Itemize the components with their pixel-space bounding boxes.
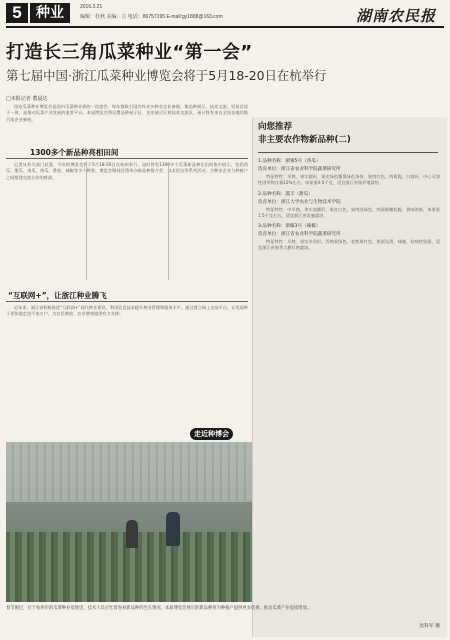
variety-entry: 选育单位：浙江大学农业与生物技术学院 [258, 199, 341, 205]
header-rule [6, 26, 444, 28]
page-header [0, 0, 450, 28]
section2-rule [6, 301, 248, 302]
greenhouse-roof [6, 442, 252, 502]
issue-date: 2016.3.21 [80, 4, 103, 10]
section2-text: 近年来，浙江省积极推进“互联网+”现代种业建设，利用信息技术提升种业管理和服务水平。通过建立网上交易平台，让优质种子更快地走进千家万户，为农民增收、农业增效提供有力支撑。 [6, 305, 248, 317]
lead-paragraph [6, 104, 248, 142]
section1-body [6, 162, 248, 282]
variety-entry: 3.品种名称：浙椒3号（辣椒） [258, 224, 321, 230]
section1-heading: 1300多个新品种亮相田间 [30, 148, 119, 157]
sidebar-title-line1: 向您推荐 [258, 122, 293, 132]
article-byline: □本报记者 董晨达 [6, 96, 48, 102]
article-headline: 打造长三角瓜菜种业“第一会” [6, 42, 253, 63]
greenhouse-photo [6, 442, 252, 602]
section-name: 种业 [30, 3, 70, 23]
worker-figure [126, 520, 138, 548]
article-subheadline: 第七届中国·浙江瓜菜种业博览会将于5月18-20日在杭举行 [6, 68, 327, 83]
photo-caption: 春节刚过，位于杭州市的瓜菜种业基地里，技术人员正忙着查看新品种的生长情况。本届博览会展示的新品种将为种植户提供更多选择，推动瓜菜产业提质增效。 [6, 606, 312, 611]
photographer-credit: 沈科军 摄 [419, 624, 440, 629]
section2-body [6, 305, 248, 425]
variety-description: 特征特性：早熟，果实羊角形，青熟果绿色，老熟果红色，果面光滑，味辣，抗病性较强，适宜浙江省春季大棚早熟栽培。 [258, 239, 440, 251]
section-number: 5 [6, 3, 28, 23]
variety-description: 特征特性：早熟，果实圆形，果皮绿色覆墨绿色条带，果肉红色，肉质脆，口感好，中心可溶性固形物含量12%左右，单果重4-5千克，适宜浙江省保护地栽培。 [258, 174, 440, 186]
sidebar-title-line2: 非主要农作物新品种(二) [258, 135, 351, 145]
variety-description: 特征特性：中早熟，果实高圆形，果皮白色，果肉浅绿色，肉质细嫩松脆，香味浓郁，单果重1.5千克左右，适宜浙江省设施栽培。 [258, 206, 440, 218]
variety-entry: 选育单位：浙江省农业科学院蔬菜研究所 [258, 167, 341, 172]
worker-figure [166, 512, 180, 546]
lead-text: 国家瓜菜种业博览会是国内瓜菜种业界的一次盛会，每年都吸引国内外众多种业企业参展，集品种展示、技术交流、贸易洽谈于一体，是推动瓜菜产业发展的重要平台。本届博览会将设置品种展示区、企业展示区和技术交流区，预计将有来自全国各地的数百家企业参展。 [6, 104, 248, 122]
variety-entry: 选育单位：浙江省农业科学院蔬菜研究所 [258, 232, 341, 238]
sidebar-title [258, 121, 351, 147]
feature-banner: 走近种博会 [190, 428, 233, 440]
column-divider [168, 162, 169, 280]
newspaper-masthead: 湖南农民报 [355, 7, 436, 25]
editor-info: 编辑：杜秋 美编：言 电话：86757195 E-mail:gy1888@163.com [80, 14, 223, 20]
section1-text: 记者从有关部门获悉，今年的博览会将于5月18-20日在杭州举行。届时将有1300多个瓜菜新品种在田间集中展示，包括西瓜、甜瓜、南瓜、黄瓜、番茄、辣椒等多个种类。博览会期间还将举办新品种推介会、技术论坛等系列活动，为种业企业与种植户之间搭建交流合作的桥梁。 [6, 162, 248, 180]
variety-entry: 2.品种名称：越丰（甜瓜） [258, 191, 313, 197]
column-divider [86, 162, 87, 280]
section1-rule [6, 158, 248, 159]
variety-entry: 1.品种名称：浙蜜5号（西瓜） [258, 159, 321, 164]
sidebar-rule [258, 152, 438, 153]
sidebar-body [258, 158, 440, 628]
section2-heading: “互联网+”，让浙江种业腾飞 [8, 291, 107, 300]
